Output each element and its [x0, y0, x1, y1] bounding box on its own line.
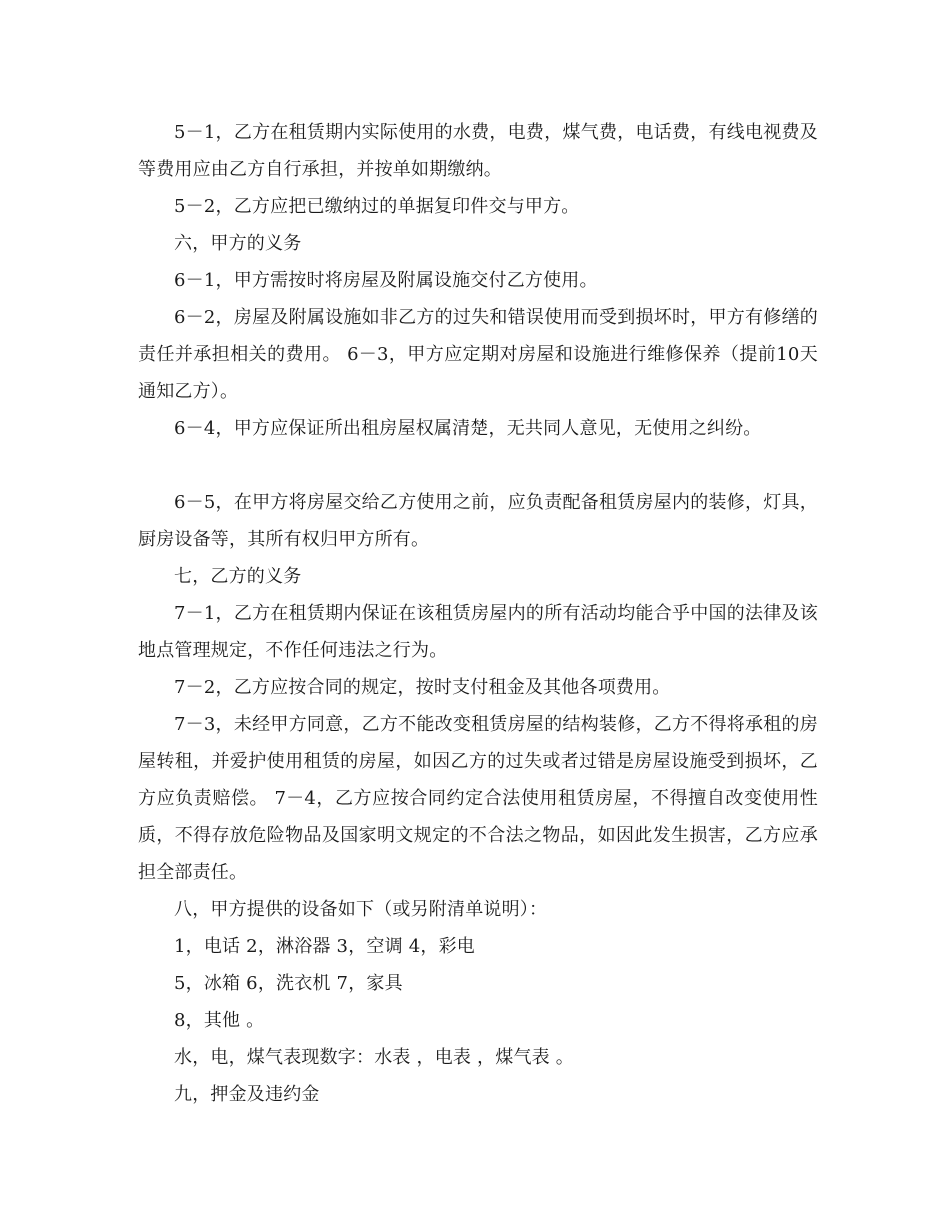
meter-readings: 水，电，煤气表现数字：水表 ，电表 ，煤气表 。: [174, 1047, 574, 1068]
clause-5-2: 5－2，乙方应把已缴纳过的单据复印件交与甲方。: [174, 196, 580, 217]
clause-7-1: 7－1，乙方在租赁期内保证在该租赁房屋内的所有活动均能合乎中国的法律及该地点管理规定，不作任何违法之行为。: [138, 603, 818, 661]
clause-6-2-6-3: 6－2，房屋及附属设施如非乙方的过失和错误使用而受到损坏时，甲方有修缮的责任并承担相关的费用。 6－3，甲方应定期对房屋和设施进行维修保养（提前10天通知乙方）。: [138, 307, 818, 402]
equipment-line-1: 1，电话 2，淋浴器 3，空调 4，彩电: [174, 936, 475, 957]
clause-6-1: 6－1，甲方需按时将房屋及附属设施交付乙方使用。: [174, 270, 598, 291]
section-heading-6: 六，甲方的义务: [174, 233, 302, 254]
clause-6-4: 6－4，甲方应保证所出租房屋权属清楚，无共同人意见，无使用之纠纷。: [174, 418, 762, 439]
blank-line: [138, 447, 818, 484]
section-heading-8: 八，甲方提供的设备如下（或另附清单说明）：: [174, 899, 548, 920]
clause-7-2: 7－2，乙方应按合同的规定，按时支付租金及其他各项费用。: [174, 677, 671, 698]
document-body: [138, 114, 818, 1113]
clause-5-1: 5－1，乙方在租赁期内实际使用的水费，电费，煤气费，电话费，有线电视费及 等费用应由乙方自行承担，并按单如期缴纳。: [138, 122, 818, 180]
section-heading-9: 九，押金及违约金: [174, 1084, 320, 1105]
equipment-line-3: 8，其他 。: [174, 1010, 265, 1031]
section-heading-7: 七，乙方的义务: [174, 566, 302, 587]
clause-7-3-7-4: 7－3，未经甲方同意，乙方不能改变租赁房屋的结构装修，乙方不得将承租的房屋转租，并爱护使用租赁的房屋，如因乙方的过失或者过错是房屋设施受到损坏，乙方应负责赔偿。 7－4，乙方应按合同约定合法使用租赁房屋，不得擅自改变使用性质，不得存放危险物品及国家明文规定的不合法之物品，如因此发生损害，乙方应承担全部责任。: [138, 714, 818, 883]
equipment-line-2: 5，冰箱 6，洗衣机 7，家具: [174, 973, 403, 994]
clause-6-5: 6－5，在甲方将房屋交给乙方使用之前，应负责配备租赁房屋内的装修，灯具，厨房设备等，其所有权归甲方所有。: [138, 492, 818, 550]
